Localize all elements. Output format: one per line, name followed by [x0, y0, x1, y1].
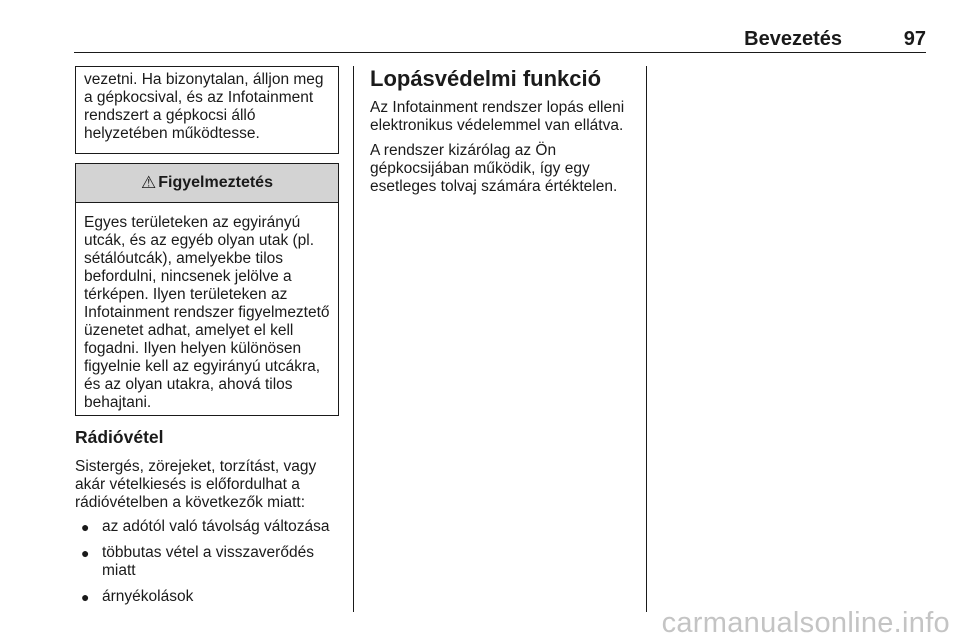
warning-title: Figyelmeztetés [158, 174, 273, 191]
list-item: ● többutas vétel a visszaverődés miatt [81, 544, 314, 579]
warning-box [75, 163, 339, 416]
page-number: 97 [903, 28, 926, 50]
column-divider [646, 66, 647, 612]
warning-text: Egyes területeken az egyirányú utcák, és az egyéb olyan utak (pl. sétálóutcák), amelyekbe tilos befordulni, nincsenek jelölve a térképen. Ilyen területeken az Infotainment rendszer figyelmeztető üzenetet adhat, amelyet el kell fogadni. Ilyen helyen különösen figyelnie kell az egyirányú utcákra, és az olyan utakra, ahová tilos behajtani. [84, 214, 330, 411]
radio-heading: Rádióvétel [75, 427, 164, 447]
bullet-icon: ● [81, 545, 90, 561]
radio-intro: Sistergés, zörejeket, torzítást, vagy akár vételkiesés is előfordulhat a rádióvételben a következők miatt: [75, 458, 317, 511]
continued-paragraph: vezetni. Ha bizonytalan, álljon meg a gépkocsival, és az Infotainment rendszert a gépkocsi álló helyzetében működtesse. [84, 71, 324, 142]
anti-theft-paragraph-2: A rendszer kizárólag az Ön gépkocsijában működik, így egy esetleges tolvaj számára értéktelen. [370, 142, 618, 195]
continued-text-box [75, 66, 339, 154]
anti-theft-paragraph-1: Az Infotainment rendszer lopás elleni elektronikus védelemmel van ellátva. [370, 99, 625, 134]
bullet-icon: ● [81, 589, 90, 605]
column-divider [353, 66, 354, 612]
warning-header [76, 164, 338, 203]
warning-triangle-icon: ⚠ [141, 173, 157, 192]
radio-bullet-list [75, 518, 345, 606]
anti-theft-section [370, 66, 642, 203]
anti-theft-heading: Lopásvédelmi funkció [370, 66, 602, 91]
bullet-icon: ● [81, 519, 90, 535]
radio-section [75, 427, 345, 614]
page-header [74, 22, 926, 53]
list-item: ● árnyékolások [81, 588, 194, 605]
list-item: ● az adótól való távolság változása [81, 518, 330, 535]
watermark: carmanualsonline.info [661, 607, 950, 639]
section-title: Bevezetés [744, 28, 842, 50]
